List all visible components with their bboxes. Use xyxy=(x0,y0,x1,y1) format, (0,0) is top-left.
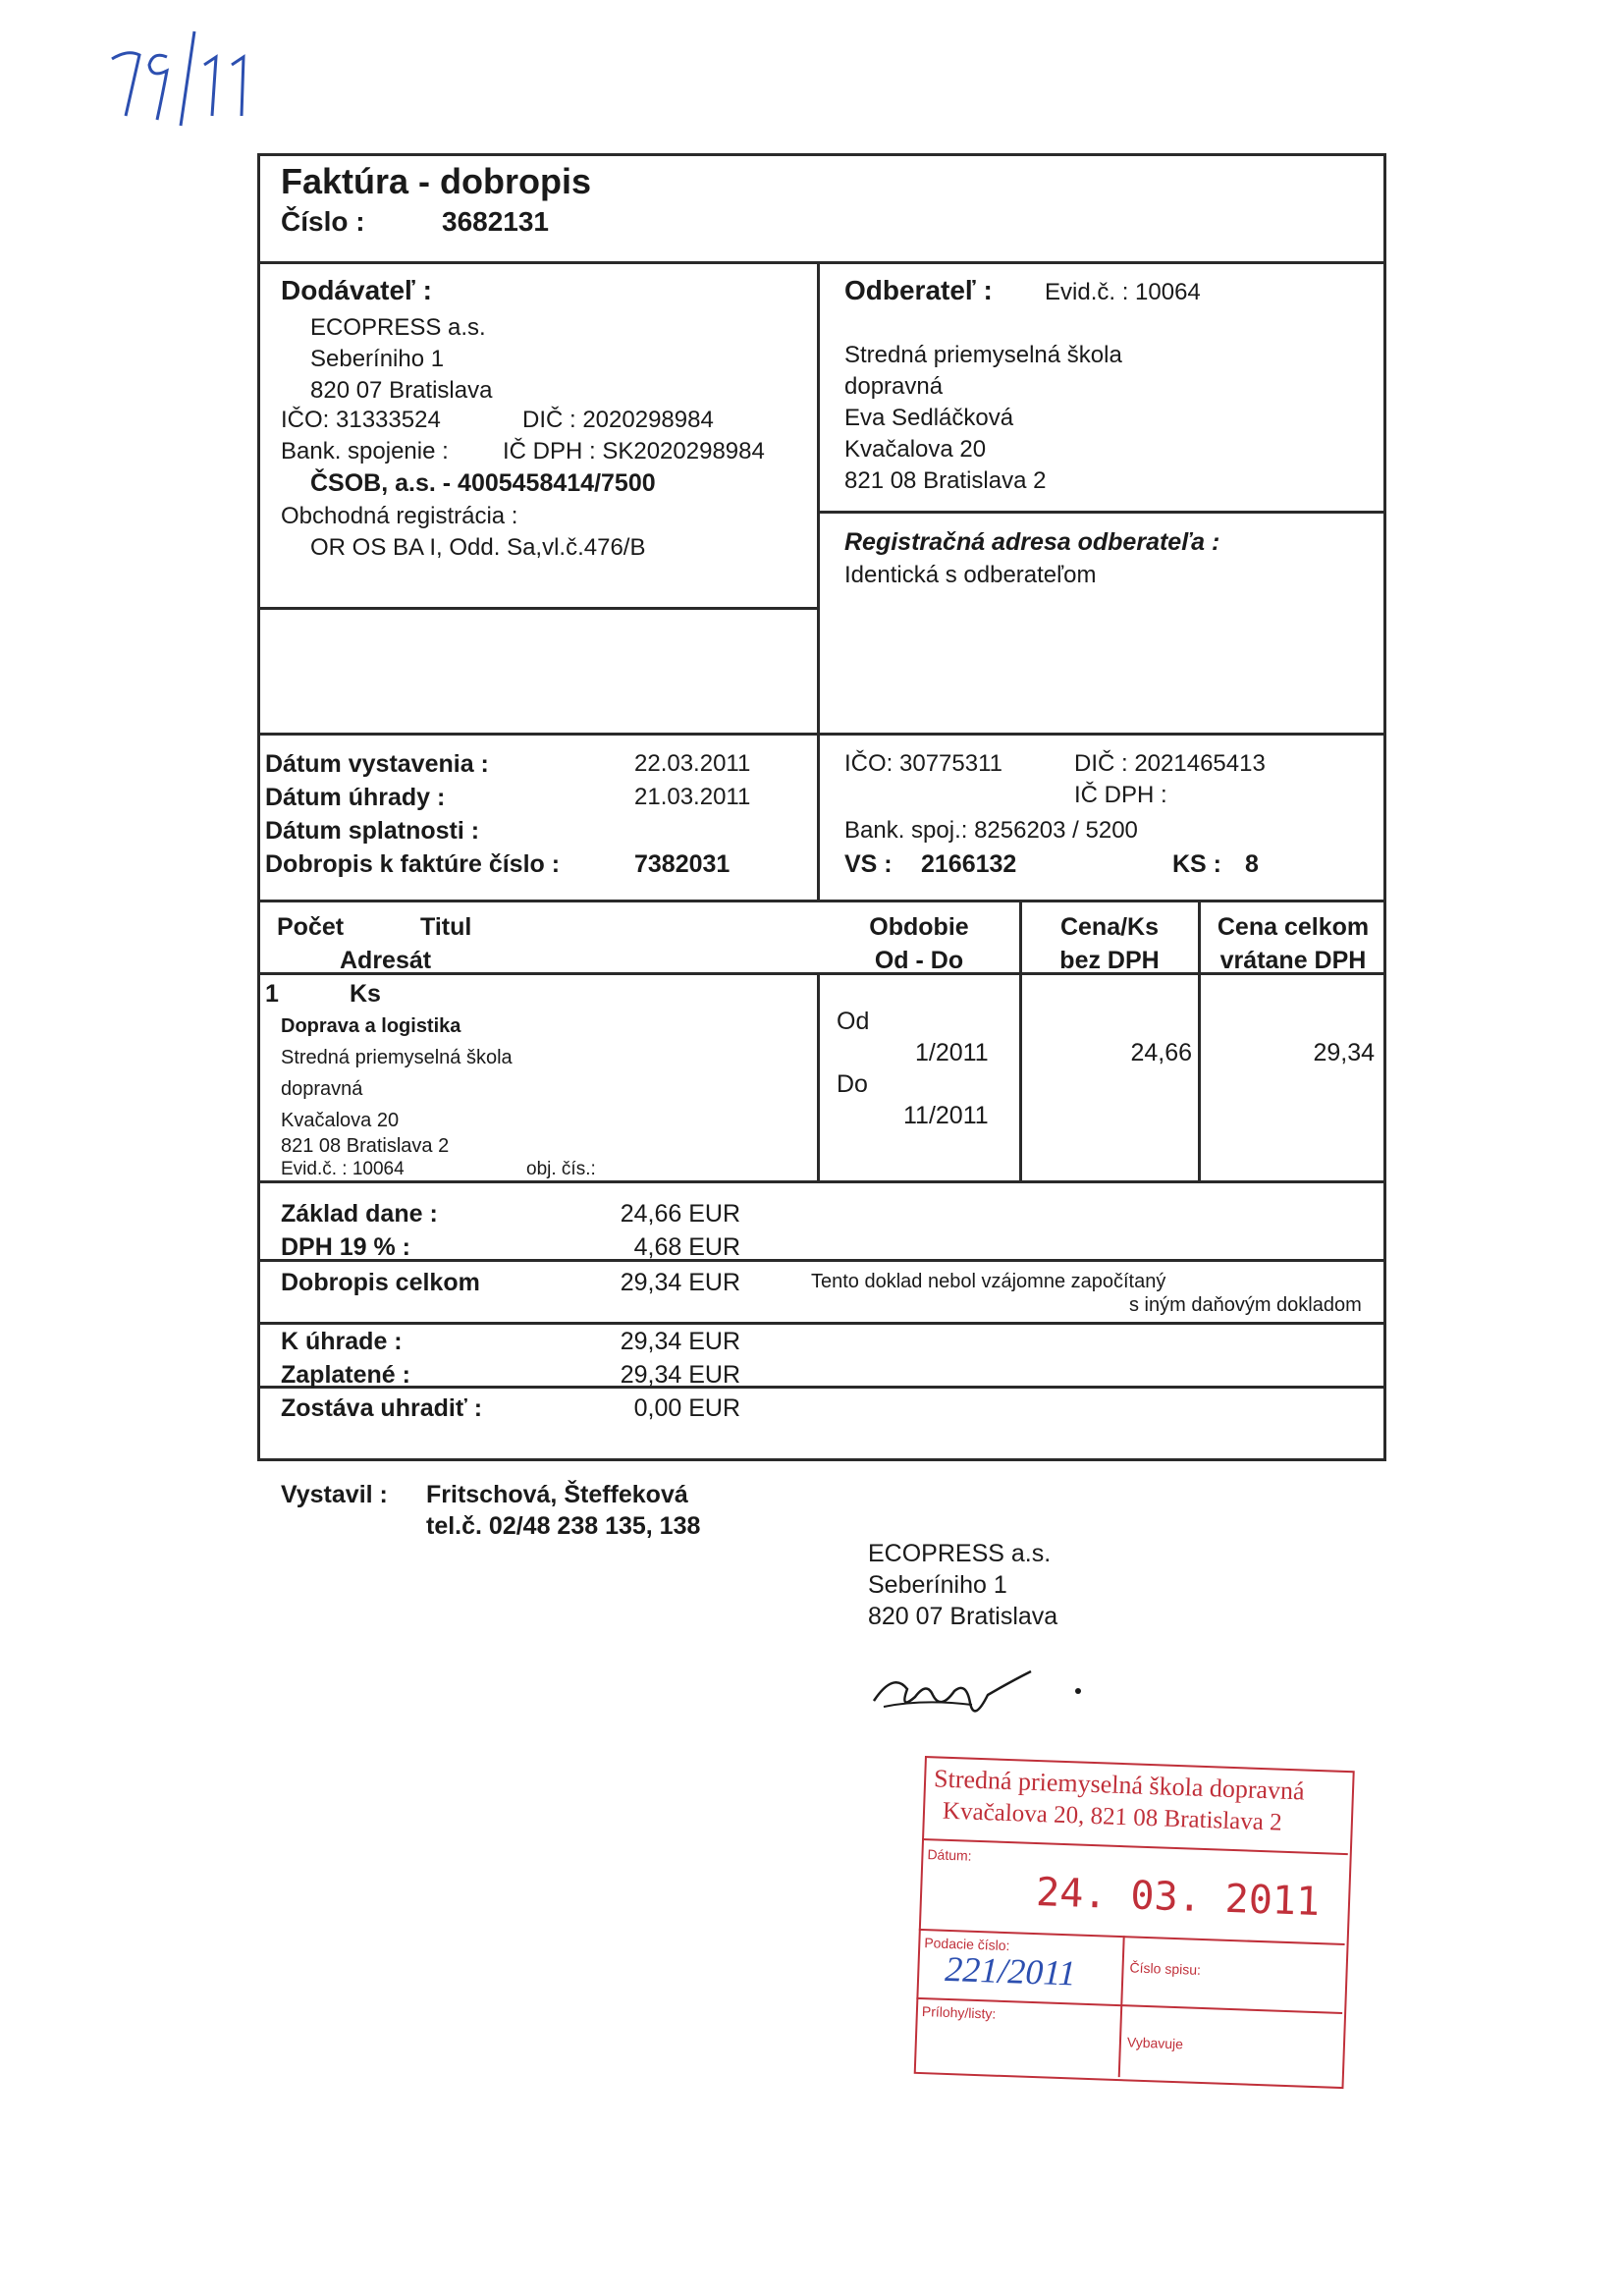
customer-line4: Kvačalova 20 xyxy=(844,436,987,463)
credit-total-label: Dobropis celkom xyxy=(281,1269,480,1296)
row-total: 29,34 xyxy=(1313,1039,1375,1066)
stamp-attachments-label: Prílohy/listy: xyxy=(921,2003,997,2022)
customer-evid: Evid.č. : 10064 xyxy=(1045,279,1201,305)
col-period: Obdobie xyxy=(869,913,969,941)
supplier-name: ECOPRESS a.s. xyxy=(310,314,486,341)
document-title: Faktúra - dobropis xyxy=(281,161,592,201)
row-unit: Ks xyxy=(350,980,381,1008)
vs-label: VS : xyxy=(844,850,893,878)
ks-value: 8 xyxy=(1245,850,1259,878)
signature xyxy=(864,1652,1100,1730)
supplier-reg-label: Obchodná registrácia : xyxy=(281,503,518,529)
row-count: 1 xyxy=(265,980,279,1008)
customer-heading: Odberateľ : xyxy=(844,275,993,305)
customer-bank: Bank. spoj.: 8256203 / 5200 xyxy=(844,817,1138,844)
row-title: Doprava a logistika xyxy=(281,1015,461,1037)
row-addr4: 821 08 Bratislava 2 xyxy=(281,1135,450,1157)
row-to-label: Do xyxy=(837,1070,868,1098)
due-date-label: Dátum splatnosti : xyxy=(265,817,480,845)
supplier-city: 820 07 Bratislava xyxy=(310,377,493,404)
col-count: Počet xyxy=(277,913,345,941)
tax-base-label: Základ dane : xyxy=(281,1200,438,1228)
customer-line3: Eva Sedláčková xyxy=(844,405,1014,431)
customer-line5: 821 08 Bratislava 2 xyxy=(844,467,1047,494)
row-evid: Evid.č. : 10064 xyxy=(281,1159,405,1179)
divider xyxy=(257,1322,1386,1325)
row-from-label: Od xyxy=(837,1008,870,1035)
column-divider xyxy=(1198,900,1201,1180)
col-unit-price: Cena/Ks xyxy=(1059,913,1160,941)
amount-due-label: K úhrade : xyxy=(281,1328,403,1355)
payment-date-label: Dátum úhrady : xyxy=(265,784,446,811)
divider xyxy=(257,1180,1386,1183)
col-total-note: vrátane DPH xyxy=(1219,947,1367,974)
received-stamp xyxy=(914,1756,1386,2094)
invoice-number-label: Číslo : xyxy=(281,206,365,237)
row-addr1: Stredná priemyselná škola xyxy=(281,1047,513,1068)
divider xyxy=(257,900,1386,902)
row-to: 11/2011 xyxy=(903,1102,989,1129)
amount-remaining-label: Zostáva uhradiť : xyxy=(281,1394,483,1422)
issued-by-label: Vystavil : xyxy=(281,1481,388,1508)
issued-by-names: Fritschová, Šteffeková xyxy=(426,1481,688,1508)
reference-invoice-number: 7382031 xyxy=(634,850,731,878)
supplier-bank-label: Bank. spojenie : xyxy=(281,438,449,464)
row-addr2: dopravná xyxy=(281,1078,363,1100)
col-period-range: Od - Do xyxy=(874,947,964,974)
reference-invoice-label: Dobropis k faktúre číslo : xyxy=(265,850,561,878)
row-addr3: Kvačalova 20 xyxy=(281,1110,400,1131)
handwritten-note xyxy=(106,22,263,130)
customer-ic-dph: IČ DPH : xyxy=(1074,782,1167,808)
vat-label: DPH 19 % : xyxy=(281,1233,410,1261)
offset-note-line2: s iným daňovým dokladom xyxy=(1129,1294,1362,1316)
amount-paid-label: Zaplatené : xyxy=(281,1361,410,1389)
stamp-handler-label: Vybavuje xyxy=(1126,2034,1184,2052)
issuer-phone: tel.č. 02/48 238 135, 138 xyxy=(426,1512,701,1540)
credit-total-value: 29,34 EUR xyxy=(620,1269,740,1296)
col-addressee: Adresát xyxy=(340,947,432,974)
issuer-street: Seberíniho 1 xyxy=(868,1571,1007,1599)
vs-value: 2166132 xyxy=(921,850,1017,878)
supplier-street: Seberíniho 1 xyxy=(310,346,445,372)
customer-dic: DIČ : 2021465413 xyxy=(1074,750,1266,777)
supplier-reg-value: OR OS BA I, Odd. Sa,vl.č.476/B xyxy=(310,534,646,561)
row-from: 1/2011 xyxy=(915,1039,989,1066)
customer-line2: dopravná xyxy=(844,373,944,400)
supplier-dic: DIČ : 2020298984 xyxy=(522,407,714,433)
vat-value: 4,68 EUR xyxy=(633,1233,740,1261)
amount-remaining-value: 0,00 EUR xyxy=(633,1394,740,1422)
issue-date-label: Dátum vystavenia : xyxy=(265,750,489,778)
supplier-ic-dph: IČ DPH : SK2020298984 xyxy=(503,438,765,464)
col-title: Titul xyxy=(420,913,472,941)
divider xyxy=(819,511,1386,514)
issuer-company: ECOPRESS a.s. xyxy=(868,1540,1052,1567)
stamp-spis-label: Číslo spisu: xyxy=(1129,1959,1202,1978)
divider xyxy=(257,1259,1386,1262)
customer-reg-heading: Registračná adresa odberateľa : xyxy=(844,528,1220,556)
col-total: Cena celkom xyxy=(1217,913,1370,941)
issuer-city: 820 07 Bratislava xyxy=(868,1603,1058,1630)
ks-label: KS : xyxy=(1172,850,1221,878)
amount-due-value: 29,34 EUR xyxy=(620,1328,740,1355)
divider xyxy=(257,1386,1386,1389)
issue-date: 22.03.2011 xyxy=(634,750,751,777)
customer-reg-value: Identická s odberateľom xyxy=(844,562,1097,588)
stamp-file-label: Podacie číslo: xyxy=(924,1935,1010,1954)
column-divider xyxy=(1019,900,1022,1180)
customer-ico: IČO: 30775311 xyxy=(844,750,1003,777)
invoice-number: 3682131 xyxy=(442,206,550,237)
offset-note-line1: Tento doklad nebol vzájomne započítaný xyxy=(811,1271,1166,1292)
payment-date: 21.03.2011 xyxy=(634,784,751,810)
column-divider xyxy=(817,972,820,1180)
stamp-line1: Stredná priemyselná škola dopravná xyxy=(933,1764,1306,1806)
row-order-no: obj. čís.: xyxy=(526,1159,596,1179)
stamp-line2: Kvačalova 20, 821 08 Bratislava 2 xyxy=(942,1797,1283,1836)
supplier-bank-account: ČSOB, a.s. - 4005458414/7500 xyxy=(310,469,656,497)
stamp-date: 24. 03. 2011 xyxy=(1035,1870,1321,1926)
customer-line1: Stredná priemyselná škola xyxy=(844,342,1122,368)
divider xyxy=(257,607,819,610)
tax-base-value: 24,66 EUR xyxy=(620,1200,740,1228)
divider xyxy=(257,261,1386,264)
supplier-heading: Dodávateľ : xyxy=(281,275,432,305)
column-divider xyxy=(817,261,820,900)
stamp-date-label: Dátum: xyxy=(927,1846,972,1864)
stamp-file-number: 221/2011 xyxy=(944,1948,1077,1994)
amount-paid-value: 29,34 EUR xyxy=(620,1361,740,1389)
divider xyxy=(257,733,1386,736)
supplier-ico: IČO: 31333524 xyxy=(281,407,441,433)
row-unit-price: 24,66 xyxy=(1130,1039,1192,1066)
col-unit-price-note: bez DPH xyxy=(1059,947,1160,974)
